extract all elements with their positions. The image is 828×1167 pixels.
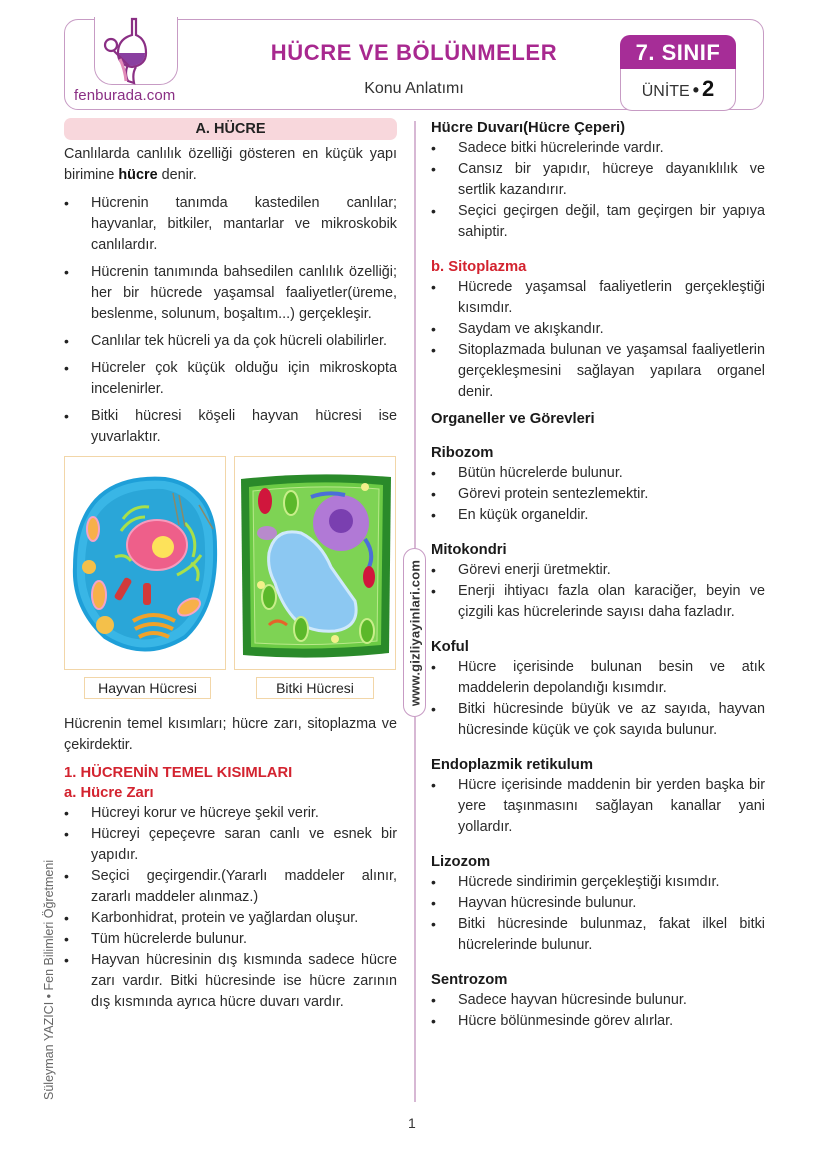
unit-text: ÜNİTE [641,83,690,100]
list-item: • Hücrede sindirimin gerçekleştiği kısımdır. [431,872,765,893]
intro-text-end: denir. [157,167,197,183]
list-item: • Hücrenin tanımında bahsedilen canlılık özelliği; her bir hücrede yaşamsal faaliyetler(üreme, beslenme, solunum, boşaltım...) gerçekleşir. [64,262,397,325]
page-subtitle: Konu Anlatımı [364,80,464,97]
list-item: • Seçici geçirgen değil, tam geçirgen bir yapıya sahiptir. [431,201,765,243]
list-item: • Hayvan hücresinin dış kısmında sadece hücre zarı vardır. Bitki hücresinde ise hücre zarının dış kısmında ayrıca hücre duvarı vardır. [64,950,397,1013]
plant-cell-image [234,456,396,670]
list-item: • Enerji ihtiyacı fazla olan karaciğer, beyin ve çizgili kas hücrelerinde sayısı daha fazladır. [431,581,765,623]
animal-cell-illustration-icon [65,457,225,669]
membrane-bullet-list [64,803,397,1013]
list-item: • Bütün hücrelerde bulunur. [431,463,765,484]
list-item: • Canlılar tek hücreli ya da çok hücreli olabilirler. [64,331,397,352]
list-item: • En küçük organeldir. [431,505,765,526]
author-credit: Süleyman YAZICI • Fen Bilimleri Öğretmeni [42,859,56,1100]
intro-bold-term: hücre [118,167,158,183]
cytoplasm-heading: b. Sitoplazma [431,259,527,275]
unit-number: 2 [702,76,715,101]
website-badge [403,548,426,717]
organelle-name: Ribozom [431,445,494,461]
list-item: • Bitki hücresi köşeli hayvan hücresi ise yuvarlaktır. [64,406,397,448]
parts-heading: 1. HÜCRENİN TEMEL KISIMLARI [64,765,293,781]
animal-cell-image [64,456,226,670]
organelle-bullet-list [431,990,765,1032]
flask-person-logo-icon [98,15,158,87]
grade-unit-badge [620,35,736,111]
plant-cell-caption: Bitki Hücresi [256,677,374,699]
list-item: • Görevi enerji üretmektir. [431,560,765,581]
list-item: • Hücre içerisinde maddenin bir yerden başka bir yere taşınmasını sağlayan kanallar yani yollardır. [431,775,765,838]
organelle-bullet-list [431,872,765,956]
list-item: • Seçici geçirgendir.(Yararlı maddeler alınır, zararlı maddeler alınmaz.) [64,866,397,908]
list-item: • Sadece bitki hücrelerinde vardır. [431,138,765,159]
website-text: www.gizliyayinlari.com [407,559,422,706]
list-item: • Saydam ve akışkandır. [431,319,765,340]
intro-text: Canlılarda canlılık özelliği gösteren en küçük yapı birimine [64,146,397,183]
organelles-heading: Organeller ve Görevleri [431,411,595,427]
organelle-bullet-list [431,560,765,623]
unit-label [620,69,736,111]
cytoplasm-bullet-list [431,277,765,403]
intro-paragraph [64,144,397,186]
animal-cell-caption: Hayvan Hücresi [84,677,211,699]
organelle-name: Mitokondri [431,542,507,558]
list-item: • Görevi protein sentezlemektir. [431,484,765,505]
list-item: • Sadece hayvan hücresinde bulunur. [431,990,765,1011]
column-divider [414,717,416,1102]
logo-text: fenburada.com [74,87,176,104]
organelle-name: Sentrozom [431,972,508,988]
right-column [431,118,765,1032]
dot-separator: • [692,80,700,100]
organelle-name: Endoplazmik retikulum [431,757,593,773]
grade-label: 7. SINIF [620,35,736,71]
list-item: • Hücrenin tanımda kastedilen canlılar; hayvanlar, bitkiler, mantarlar ve mikroskobik canlılardır. [64,193,397,256]
parts-intro-paragraph: Hücrenin temel kısımları; hücre zarı, sitoplazma ve çekirdektir. [64,716,397,753]
left-column [64,118,397,1013]
logo [64,19,196,110]
organelle-bullet-list [431,657,765,741]
page-title: HÜCRE VE BÖLÜNMELER [270,40,558,65]
membrane-heading: a. Hücre Zarı [64,785,154,801]
cell-wall-heading: Hücre Duvarı(Hücre Çeperi) [431,120,626,136]
list-item: • Karbonhidrat, protein ve yağlardan oluşur. [64,908,397,929]
hucre-bullet-list [64,193,397,448]
cell-images [64,456,397,714]
list-item: • Tüm hücrelerde bulunur. [64,929,397,950]
list-item: • Hücre içerisinde bulunan besin ve atık maddelerin depolandığı kısımdır. [431,657,765,699]
cell-wall-bullet-list [431,138,765,243]
plant-cell-illustration-icon [235,457,395,669]
list-item: • Hücre bölünmesinde görev alırlar. [431,1011,765,1032]
organelle-name: Koful [431,639,469,655]
organelle-bullet-list [431,463,765,526]
list-item: • Hayvan hücresinde bulunur. [431,893,765,914]
organelle-name: Lizozom [431,854,491,870]
organelle-bullet-list [431,775,765,838]
list-item: • Sitoplazmada bulunan ve yaşamsal faaliyetlerin gerçekleşmesini sağlayan yapılara organel denir. [431,340,765,403]
section-title: A. HÜCRE [64,118,397,140]
list-item: • Hücreyi korur ve hücreye şekil verir. [64,803,397,824]
page-number: 1 [408,1115,416,1131]
list-item: • Bitki hücresinde bulunmaz, fakat ilkel bitki hücrelerinde bulunur. [431,914,765,956]
column-divider [414,121,416,548]
list-item: • Bitki hücresinde büyük ve az sayıda, hayvan hücresinde küçük ve çok sayıda bulunur. [431,699,765,741]
list-item: • Hücreyi çepeçevre saran canlı ve esnek bir yapıdır. [64,824,397,866]
list-item: • Hücreler çok küçük olduğu için mikroskopta incelenirler. [64,358,397,400]
list-item: • Cansız bir yapıdır, hücreye dayanıklılık ve sertlik kazandırır. [431,159,765,201]
list-item: • Hücrede yaşamsal faaliyetlerin gerçekleştiği kısımdır. [431,277,765,319]
